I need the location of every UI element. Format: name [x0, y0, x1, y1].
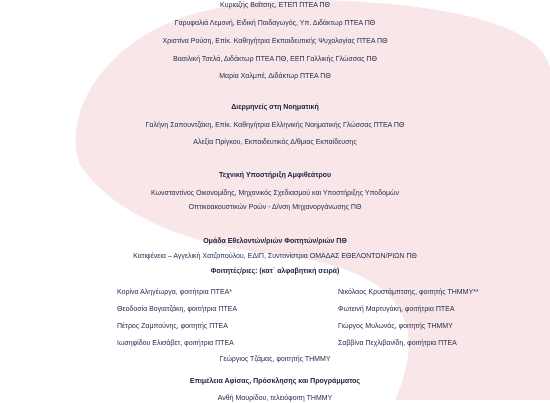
student-left-1: Κορίνα Αληγέωργα, φοιτήτρια ΠΤΕΑ*: [117, 289, 233, 296]
volunteers-coordinator: Κατιφένεια – Αγγελική Χατζοπούλου, ΕΔΙΠ, Συντονίστρια ΟΜΑΔΑΣ ΕΘΕΛΟΝΤΩΝ/ΡΙΩΝ ΠΘ: [133, 253, 417, 260]
sign-language-line-2: Αλεξία Πρίγκου, Εκπαιδευτικός Δ/θμιας Εκπαίδευσης: [193, 139, 357, 146]
student-left-4: Ιωσηφίδου Ελισάβετ, φοιτήτρια ΠΤΕΑ: [117, 340, 234, 347]
committee-member-5: Μαρία Χαλμπέ, Διδάκτωρ ΠΤΕΑ ΠΘ: [219, 73, 331, 80]
sign-language-heading: Διερμηνείς στη Νοηματική: [231, 104, 319, 111]
students-heading: Φοιτητές/ριες: (κατ΄ αλφαβητική σειρά): [210, 268, 340, 275]
committee-member-2: Γαρυφαλιά Λεμονή, Ειδική Παιδαγωγός, Υπ. Διδάκτωρ ΠΤΕΑ ΠΘ: [174, 20, 376, 27]
committee-member-1: Κυριαζής Βαΐτσης, ΕΤΕΠ ΠΤΕΑ ΠΘ: [219, 2, 330, 9]
tech-support-heading: Τεχνική Υποστήριξη Αμφιθεάτρου: [218, 172, 332, 179]
student-left-3: Πέτρος Ζαμπούνης, φοιτητής ΠΤΕΑ: [117, 323, 228, 330]
sign-language-line-1: Γαλήνη Σαπουντζάκη, Επίκ. Καθηγήτρια Ελληνικής Νοηματικής Γλώσσας ΠΤΕΑ ΠΘ: [145, 122, 405, 129]
student-right-4: Σαββίνα Πεχλιβανίδη, φοιτήτρια ΠΤΕΑ: [338, 340, 457, 347]
student-right-2: Φωτεινή Μαρτυγάκη, φοιτήτρια ΠΤΕΑ: [338, 306, 455, 313]
committee-member-3: Χριστίνα Ρούση, Επίκ. Καθηγήτρια Εκπαιδευτικής Ψυχολογίας ΠΤΕΑ ΠΘ: [162, 38, 388, 45]
student-last: Γεώργιος Τζάμας, φοιτητής ΤΗΜΜΥ: [219, 356, 331, 363]
poster-heading: Επιμέλεια Αφίσας, Πρόσκλησης και Προγράμματος: [189, 378, 361, 385]
student-right-1: Νικόλαος Κρυστάμπτσης, φοιτητής ΤΗΜΜΥ**: [338, 289, 479, 296]
committee-member-4: Βασιλική Τσελά, Διδάκτωρ ΠΤΕΑ ΠΘ, ΕΕΠ Γαλλικής Γλώσσας ΠΘ: [173, 56, 377, 63]
tech-support-line-1: Κωνσταντίνος Οικονομίδης, Μηχανικός Σχεδιασμού και Υποστήριξης Υποδομών: [151, 190, 399, 197]
poster-partial-line: Ανθή Μαυρίδου, τελειόφοιτη ΤΗΜΜΥ: [217, 395, 333, 402]
student-left-2: Θεοδοσία Βογιατζάκη, φοιτήτρια ΠΤΕΑ: [117, 306, 238, 313]
volunteers-heading: Ομάδα Εθελοντών/ριών Φοιτητών/ριών ΠΘ: [203, 238, 347, 245]
student-right-3: Γιώργος Μυλωνάς, φοιτητής ΤΗΜΜΥ: [338, 323, 453, 330]
tech-support-line-2: Οπτικοακουστικών Ροών - Δ/νση Μηχανοργάνωσης ΠΘ: [188, 204, 362, 211]
